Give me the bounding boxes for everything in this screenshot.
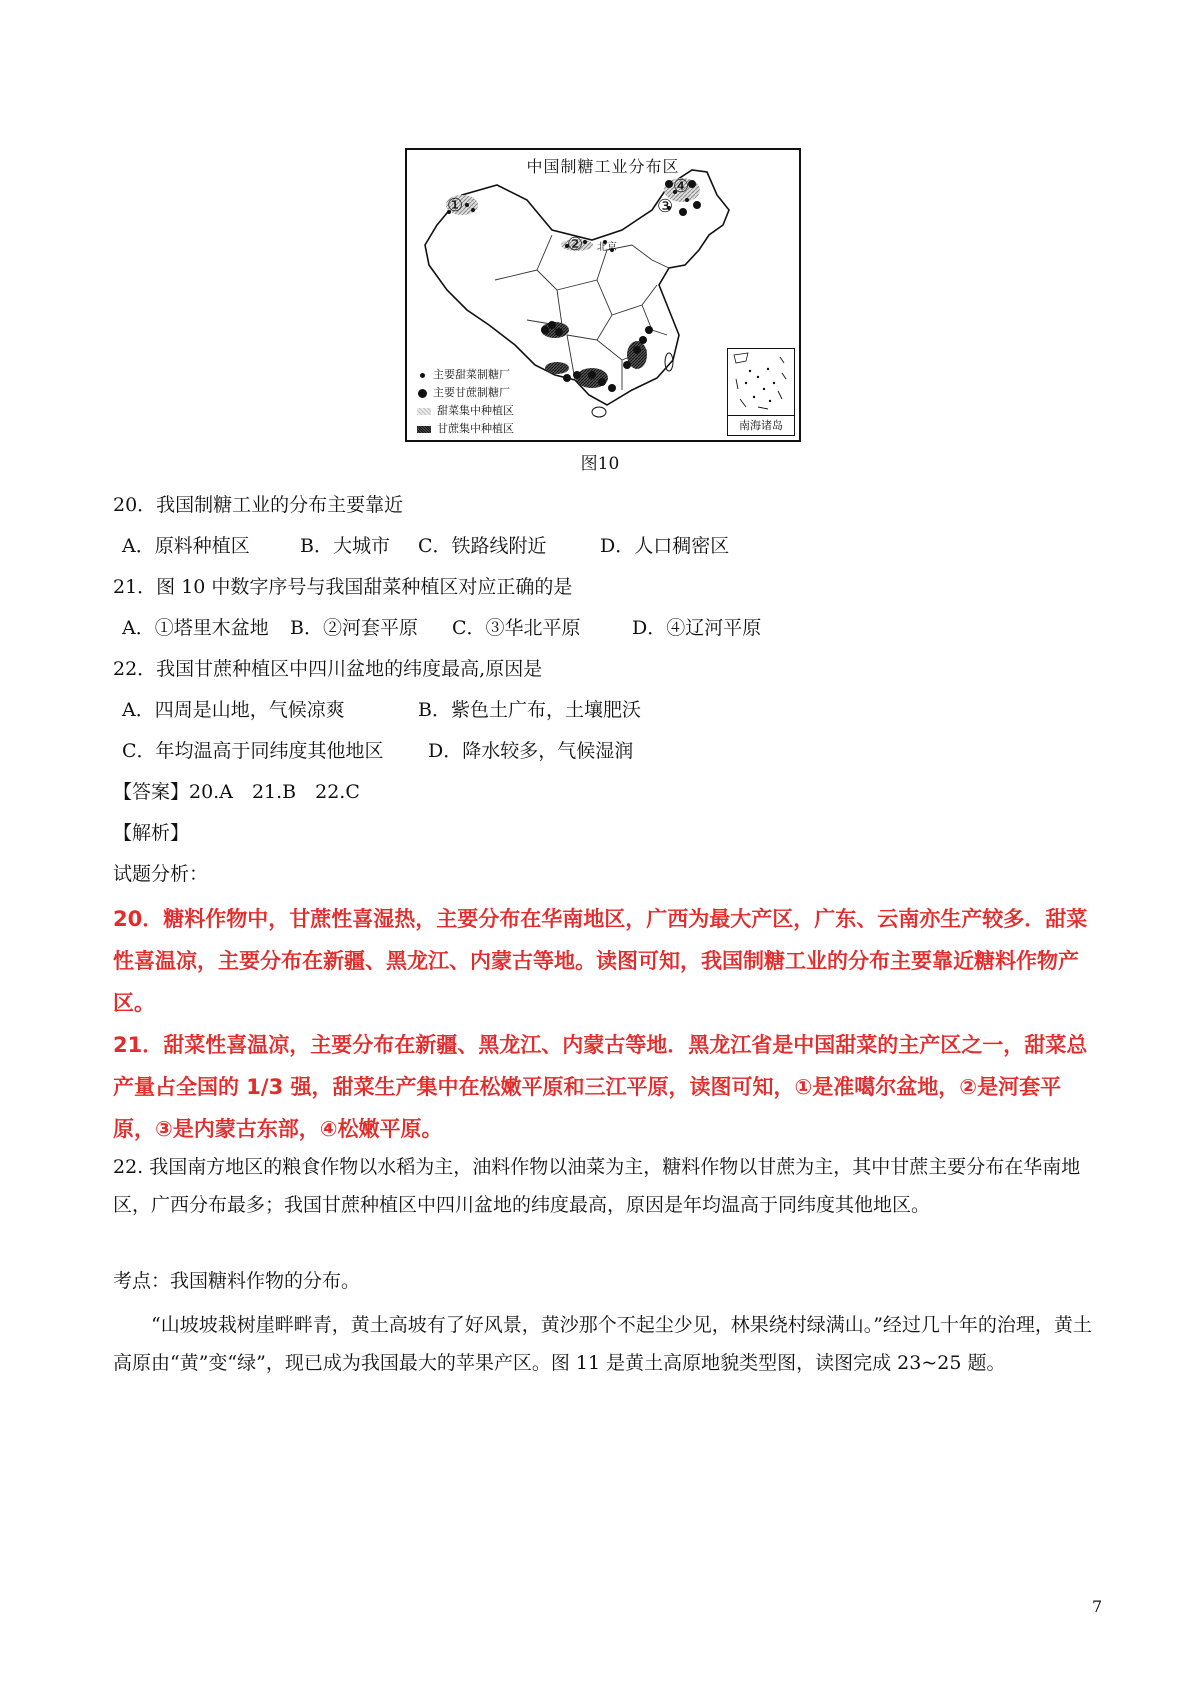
- analysis-heading: 【解析】: [113, 822, 190, 844]
- analysis-22: 22. 我国南方地区的粮食作物以水稻为主，油料作物以油菜为主，糖料作物以甘蔗为主，其中甘蔗主要分布在华南地区，广西分布最多；我国甘蔗种植区中四川盆地的纬度最高，原因是年均温高于同纬度其他地区。: [113, 1156, 1081, 1216]
- passage-paragraph: “山坡坡栽树崖畔畔青，黄土高坡有了好风景，黄沙那个不起尘少见，林果绕村绿满山。”经过几十年的治理，黄土高原由“黄”变“绿”，现已成为我国最大的苹果产区。图 11 是黄土高原地貌类型图，读图完成 23~25 题。: [113, 1314, 1092, 1374]
- kaodian-line: 考点：我国糖料作物的分布。: [113, 1270, 361, 1292]
- light-hatch-icon: [417, 408, 431, 415]
- question-22-option-d: D．降水较多，气候湿润: [428, 740, 634, 762]
- legend-row: [417, 420, 514, 438]
- map-label-4: ④: [673, 176, 690, 197]
- question-21-option-b: B．②河套平原: [290, 617, 418, 639]
- question-20-option-a: A．原料种植区: [122, 535, 250, 557]
- south-china-sea-inset: [727, 348, 795, 436]
- legend-text: 甘蔗集中种植区: [437, 422, 514, 435]
- map-title: 中国制糖工业分布区: [526, 157, 680, 176]
- dark-hatch-icon: [417, 426, 431, 433]
- legend-text: 主要甘蔗制糖厂: [433, 386, 510, 399]
- question-22-stem: 22．我国甘蔗种植区中四川盆地的纬度最高,原因是: [113, 658, 543, 680]
- legend-row: [417, 384, 514, 402]
- legend-text: 主要甜菜制糖厂: [433, 368, 510, 381]
- islands-icon: [728, 349, 792, 415]
- large-dot-icon: [418, 389, 427, 398]
- question-20-option-c: C．铁路线附近: [418, 535, 547, 557]
- question-22-option-a: A．四周是山地，气候凉爽: [122, 699, 345, 721]
- question-21-stem: 21．图 10 中数字序号与我国甜菜种植区对应正确的是: [113, 576, 573, 598]
- question-21-option-d: D．④辽河平原: [632, 617, 762, 639]
- map-city-label: 北京: [597, 242, 617, 253]
- legend-row: [417, 366, 514, 384]
- question-20-option-d: D．人口稠密区: [600, 535, 730, 557]
- question-22-option-c: C．年均温高于同纬度其他地区: [122, 740, 384, 762]
- map-label-1: ①: [447, 195, 464, 216]
- figure-10-map: [405, 148, 801, 442]
- small-dot-icon: [420, 373, 425, 378]
- question-20-stem: 20．我国制糖工业的分布主要靠近: [113, 494, 404, 516]
- legend-text: 甜菜集中种植区: [437, 404, 514, 417]
- question-21-option-c: C．③华北平原: [452, 617, 581, 639]
- page-number: 7: [1092, 1597, 1103, 1616]
- question-20-option-b: B．大城市: [300, 535, 390, 557]
- analysis-intro: 试题分析：: [113, 863, 209, 885]
- analysis-21-red: 21．甜菜性喜温凉，主要分布在新疆、黑龙江、内蒙古等地．黑龙江省是中国甜菜的主产区之一，甜菜总产量占全国的 1/3 强，甜菜生产集中在松嫩平原和三江平原，读图可知，①是准噶尔盆地，②是河套平原，③是内蒙古东部，④松嫩平原。: [113, 1033, 1088, 1141]
- inset-label: 南海诸岛: [728, 415, 794, 433]
- question-22-option-b: B．紫色土广布，土壤肥沃: [418, 699, 641, 721]
- question-21-option-a: A．①塔里木盆地: [122, 617, 269, 639]
- answer-line: 【答案】20.A 21.B 22.C: [113, 781, 360, 803]
- analysis-20-red: 20．糖料作物中，甘蔗性喜湿热，主要分布在华南地区，广西为最大产区，广东、云南亦生产较多．甜菜性喜温凉，主要分布在新疆、黑龙江、内蒙古等地。读图可知，我国制糖工业的分布主要靠近糖料作物产区。: [113, 907, 1088, 1015]
- map-legend: [417, 366, 514, 438]
- legend-row: [417, 402, 514, 420]
- figure-caption: 图10: [580, 454, 620, 474]
- map-label-2: ②: [567, 234, 584, 255]
- map-label-3: ③: [657, 196, 674, 217]
